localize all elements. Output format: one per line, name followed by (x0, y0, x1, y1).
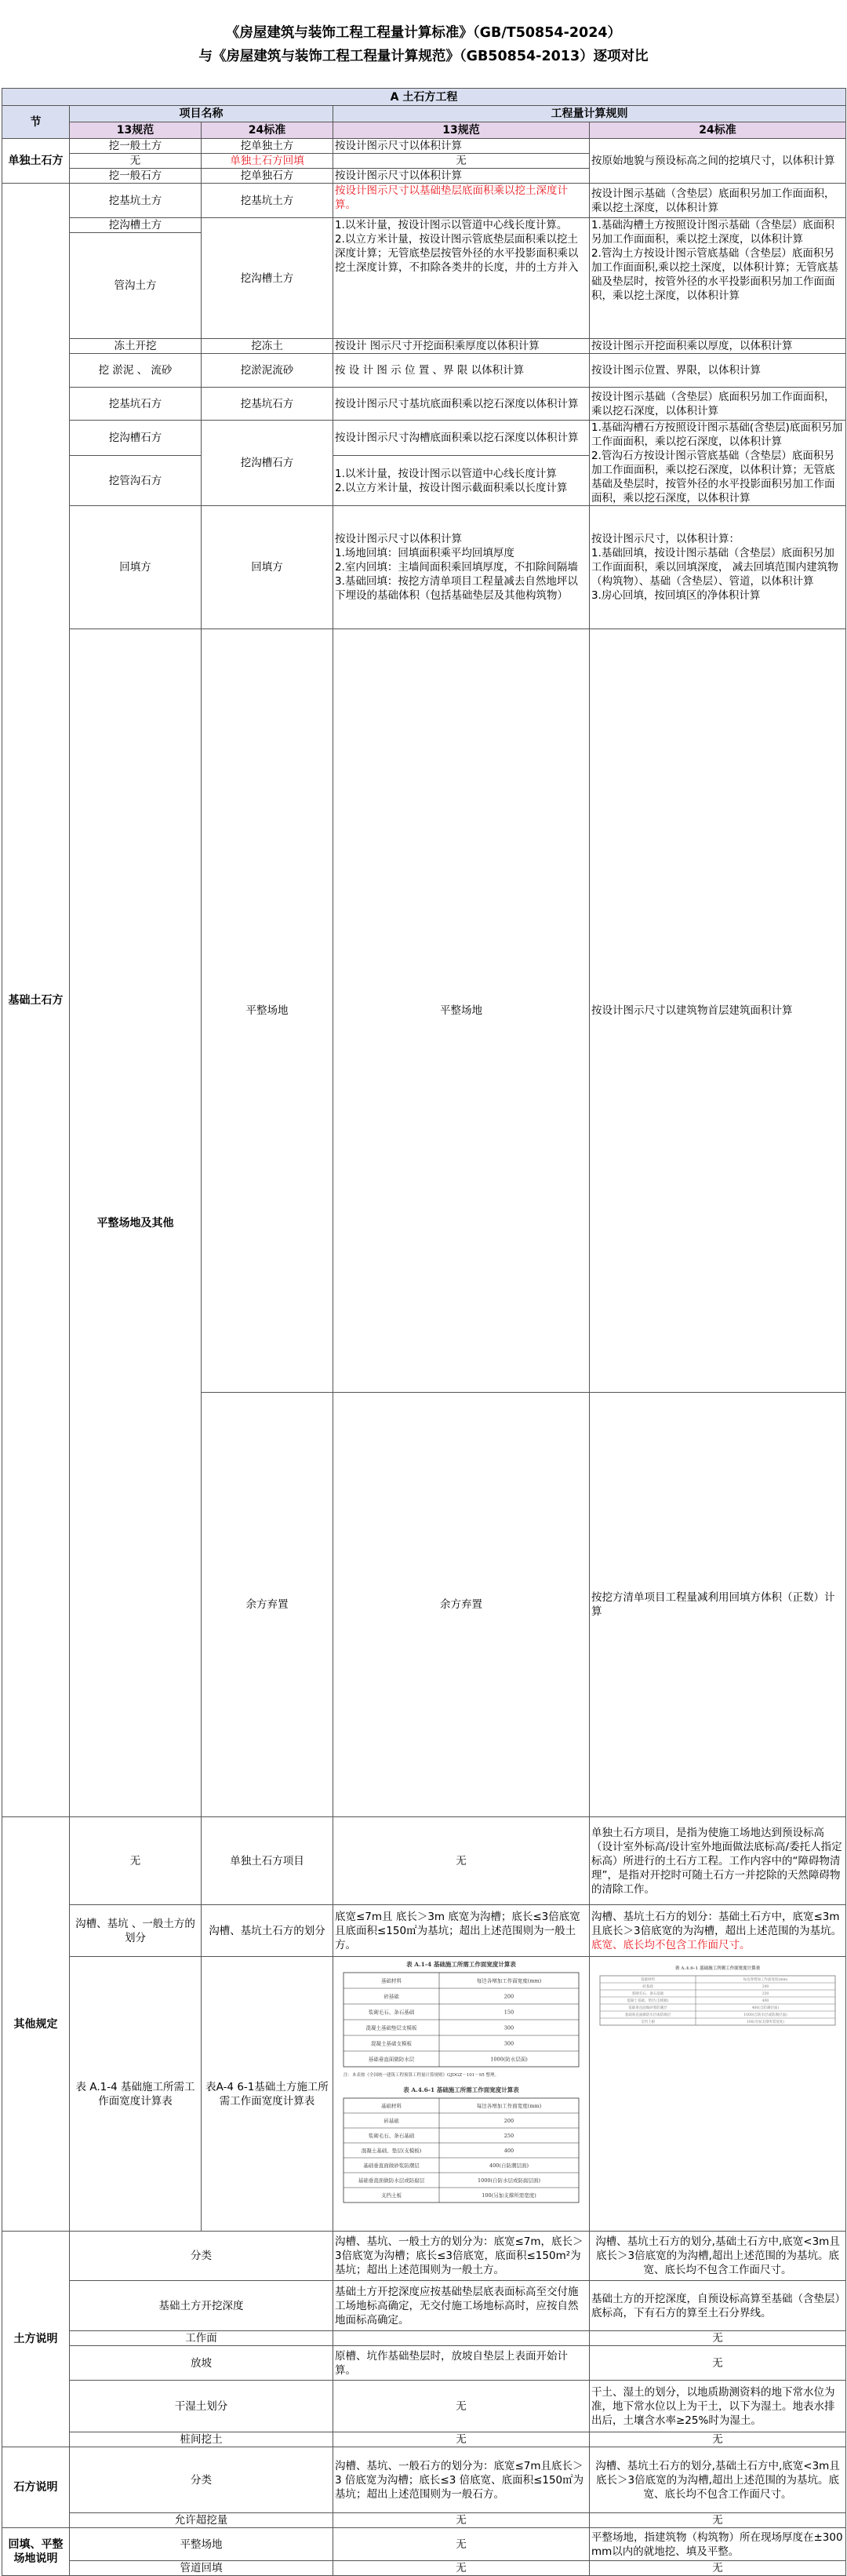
figure-cell: 浆砌毛石、条石基础 (368, 2009, 415, 2016)
item-13: 平整场地 (202, 629, 333, 1393)
figure-cell: 基础垂直面做砂浆防潮层 (363, 2162, 420, 2169)
figure-24-cell (590, 1957, 846, 2232)
item-24: 挖基坑石方 (202, 388, 333, 421)
rule-24: 无 (590, 2346, 846, 2381)
figure-cell: 200 (503, 2117, 514, 2124)
figure-cell: 基础垂直面做防水层或防腐层 (358, 2177, 425, 2184)
item-24: 挖冻土 (202, 339, 333, 354)
figure-cell: 混凝土基础垫层支模板 (365, 2024, 417, 2031)
item-13: 挖管沟石方 (70, 456, 202, 506)
rule-13: 无 (333, 2381, 590, 2432)
rule-13: 基础土方开挖深度应按基础垫层底表面标高至交付施工场地标高确定，无交付施工场地标高时，应按自然地面标高确定。 (333, 2281, 590, 2331)
rule-13: 1.以米计量，按设计图示以管道中心线长度计算 2.以立方米计量，按设计图示截面积乘以长度计算 (333, 456, 590, 506)
header-24: 24标准 (202, 122, 333, 139)
figure-cell: 基础垂直面做防水层或防腐层 (624, 2013, 671, 2017)
comparison-table (2, 88, 846, 2576)
figure-cell: 400(自防潮层面) (751, 2006, 780, 2010)
rule-13: 按设计图示尺寸基坑底面积乘以挖石深度以体积计算 (333, 388, 590, 421)
figure-cell: 300 (503, 2040, 514, 2047)
header-13: 13规范 (70, 122, 202, 139)
figure-cell: 基础垂直面做砂浆防潮层 (628, 2006, 667, 2010)
item-24: 挖沟槽石方 (202, 421, 333, 506)
rule-13: 无 (333, 2528, 590, 2561)
item-name: 桩间挖土 (70, 2432, 333, 2447)
figure-cell: 基础材料 (641, 1977, 655, 1982)
item-24: 挖沟槽土方 (202, 218, 333, 339)
rule-24: 平整场地，指建筑物（构筑物）所在现场厚度在±300mm以内的就地挖、填及平整。 (590, 2528, 846, 2561)
title-line-1: 《房屋建筑与装饰工程工程量计算标准》（GB/T50854-2024） (225, 25, 622, 41)
item-name: 平整场地 (70, 2528, 333, 2561)
rule-24: 无 (590, 2513, 846, 2528)
figure-24-table (594, 1960, 842, 2227)
rule-24: 1.基础沟槽石方按照设计图示基础(含垫层)底面积另加工作面面积，乘以挖石深度，以体积计算 2.管沟石方按设计图示管底基础（含垫层）底面积另加工作面面积，乘以挖石深度，以体积计算；无管底基础及垫层时，按管外径的水平投影面积另加工作面面积，乘以挖石深度，以体积计算 (590, 421, 846, 506)
rule-13: 按设计图示尺寸以体积计算 (333, 169, 590, 184)
rule-24: 干土、湿土的划分，以地质勘测资料的地下常水位为准，地下常水位以上为干土，以下为湿土。地表水排出后，土壤含水率≥25%时为湿土。 (590, 2381, 846, 2432)
item-13: 挖沟槽石方 (70, 421, 202, 456)
figure-cell: 支挡土板 (641, 2020, 655, 2024)
rule-24: 沟槽、基坑土石方的划分,基础土石方中,底宽<3m且底长＞3倍底宽的为沟槽,超出上述范围的为基坑。底宽、底长均不包含工作面尺寸。 (590, 2232, 846, 2281)
rule-13: 按设计图示尺寸以基础垫层底面积乘以挖土深度计算。 (333, 184, 590, 218)
item-24: 沟槽、基坑土石方的划分 (202, 1905, 333, 1957)
figure-cell: 砖基础 (642, 1984, 653, 1989)
figure-cell: 每边各增加工作面宽度(mm) (476, 1977, 542, 1984)
item-24: 平整场地 (333, 629, 590, 1393)
rule-13: 底宽≤7m且 底长＞3m 底宽为沟槽；底长≤3倍底宽且底面积≤150㎡为基坑；超出上述范围则为一般土方。 (333, 1905, 590, 1957)
rule-13: 按挖方清单项目工程量减利用回填方体积（正数）计算 (590, 1393, 846, 1817)
header-13-rule: 13规范 (333, 122, 590, 139)
rule-24-text: 沟槽、基坑土石方的划分：基础土石方中，底宽≤3m且底长＞3倍底宽的为沟槽，超出上述范围的为基坑。 (591, 1910, 842, 1937)
figure-cell: 混凝土基础、垫层(支模板) (361, 2147, 422, 2154)
section-label: 单独土石方 (2, 139, 70, 184)
section-label: 基础土石方 (2, 184, 70, 1817)
rule-24-note: 底宽、底长均不包含工作面尺寸。 (591, 1938, 751, 1951)
rule-24: 无 (590, 2432, 846, 2447)
rule-24: 按设计图示位置、界限，以体积计算 (590, 354, 846, 388)
section-label: 平整场地及其他 (70, 629, 202, 1817)
item-13: 挖基坑石方 (70, 388, 202, 421)
section-label: 土方说明 (2, 2232, 70, 2447)
item-name: 允许超挖量 (70, 2513, 333, 2528)
figure-cell: 混凝土基础、垫层(支模板) (627, 1998, 669, 2003)
figure-cell: 400(自防潮层面) (489, 2162, 529, 2169)
figure-cell: 1000(自防水层或防腐层面) (743, 2013, 787, 2017)
section-label: 石方说明 (2, 2447, 70, 2528)
figure-cell: 100(另加支撑所需宽度) (482, 2192, 536, 2199)
figure-cell: 1000(自防水层或防腐层面) (477, 2177, 541, 2184)
item-13: 挖一般土方 (70, 139, 202, 154)
rule-13: 无 (333, 154, 590, 169)
figure-cell: 150 (503, 2009, 514, 2016)
rule-13: 无 (333, 1817, 590, 1905)
rule-13: 按设计图示尺寸以体积计算 (333, 139, 590, 154)
title-line-2: 与《房屋建筑与装饰工程工程量计算规范》（GB50854-2013）逐项对比 (198, 49, 649, 64)
rule-13: 原槽、坑作基础垫层时，放坡自垫层上表面开始计算。 (333, 2346, 590, 2381)
figure-cell: 250 (503, 2132, 514, 2139)
rule-24 (590, 1905, 846, 1957)
figure-cell: 400 (503, 2147, 514, 2154)
figure-cell: 浆砌毛石、条石基础 (631, 1991, 664, 1996)
rule-24: 按原始地貌与预设标高之间的挖填尺寸，以体积计算 (590, 139, 846, 184)
item-24: 挖单独石方 (202, 169, 333, 184)
rule-24: 无 (590, 2561, 846, 2576)
figure-13-tables (337, 1960, 585, 2227)
rule-24: 按设计图示尺寸，以体积计算： 1.基础回填，按设计图示基础（含垫层）底面积另加工作面面积，乘以回填深度， 减去回填范围内建筑物（构筑物）、基础（含垫层）、管道，以体积计算 3.房心回填，按回填区的净体积计算 (590, 506, 846, 629)
figure-cell: 300 (503, 2024, 514, 2031)
item-13: 无 (70, 1817, 202, 1905)
item-24: 余方弃置 (333, 1393, 590, 1817)
figure-table-note: 注：本表按《全国统一建筑工程预算工程量计算规则》GJDGZ－101－95 整理。 (344, 2073, 499, 2078)
rule-13 (333, 2331, 590, 2346)
figure-cell: 浆砌毛石、条石基础 (368, 2132, 415, 2139)
rule-24: 单独土石方项目，是指为使施工场地达到预设标高（设计室外标高/设计室外地面做法底标高/委托人指定标高）所进行的土石方工程。工作内容中的“障碍物清理”，是指对开挖时可随土石方一并挖除的天然障碍物的清除工作。 (590, 1817, 846, 1905)
figure-cell: 400 (762, 1998, 769, 2003)
rule-13: 按设计图示尺寸以体积计算 1.场地回填：回填面积乘平均回填厚度 2.室内回填：主墙间面积乘回填厚度，不扣除间隔墙 3.基础回填：按挖方清单项目工程量减去自然地坪以下埋设的基础体积（包括基础垫层及其他构筑物） (333, 506, 590, 629)
rule-13: 1.以米计量，按设计图示以管道中心线长度计算。 2.以立方米计量，按设计图示管底垫层面积乘以挖土深度计算；无管底垫层按管外径的水平投影面积乘以挖土深度计算，不扣除各类井的长度，井的土方并入 (333, 218, 590, 339)
item-name: 放坡 (70, 2346, 333, 2381)
figure-13-cell (333, 1957, 590, 2232)
rule-13: 沟槽、基坑、一般土方的划分为：底宽≤7m，底长＞3倍底宽为沟槽；底长≤3倍底宽，底面积≤150m²为基坑；超出上述范围则为一般土方。 (333, 2232, 590, 2281)
rule-13: 无 (333, 2561, 590, 2576)
section-title: A 土石方工程 (2, 89, 846, 106)
figure-cell: 基础垂直面做防水层 (368, 2056, 415, 2063)
figure-table-title: 表 A.1-4 基础施工所需工作面宽度计算表 (406, 1961, 516, 1968)
rule-13: 按设计图示尺寸沟槽底面积乘以挖石深度以体积计算 (333, 421, 590, 456)
item-24: 挖单独土方 (202, 139, 333, 154)
figure-cell: 砖基础 (384, 2117, 399, 2124)
header-item-name: 项目名称 (70, 106, 333, 122)
item-24: 回填方 (202, 506, 333, 629)
item-13: 表 A.1-4 基础施工所需工作面宽度计算表 (70, 1957, 202, 2232)
header-rules: 工程量计算规则 (333, 106, 846, 122)
figure-cell: 100(另加支撑所需宽度) (746, 2020, 785, 2024)
item-13: 余方弃置 (202, 1393, 333, 1817)
rule-24: 按设计图示开挖面积乘以厚度，以体积计算 (590, 339, 846, 354)
item-name: 分类 (70, 2232, 333, 2281)
rule-24: 1.基础沟槽土方按照设计图示基础（含垫层）底面积另加工作面面积，乘以挖土深度，以体积计算 2.管沟土方按设计图示管底基础（含垫层）底面积另加工作面面积,乘以挖土深度，以体积计算；无管底基础及垫层时，按管外径的水平投影面积另加工作面面积，乘以挖土深度，以体积计算 (590, 218, 846, 339)
item-name: 分类 (70, 2447, 333, 2513)
figure-cell: 混凝土基础支模板 (371, 2040, 412, 2047)
header-24-rule: 24标准 (590, 122, 846, 139)
rule-13: 沟槽、基坑、一般石方的划分为：底宽≤7m且底长＞3 倍底宽为沟槽；底长≤3 倍底宽、底面积≤150㎡为基坑；超出上述范围则为一般石方。 (333, 2447, 590, 2513)
item-13: 无 (70, 154, 202, 169)
item-13: 挖 淤泥 、 流砂 (70, 354, 202, 388)
rule-13: 无 (333, 2513, 590, 2528)
item-name: 基础土方开挖深度 (70, 2281, 333, 2331)
item-13: 挖一般石方 (70, 169, 202, 184)
figure-cell: 基础材料 (381, 1977, 402, 1984)
figure-cell: 200 (503, 1993, 514, 2000)
figure-table-title: 表 A.4.6-1 基础施工所需工作面宽度计算表 (674, 1966, 761, 1971)
figure-cell: 每边各增加工作面宽度(mm) (743, 1977, 788, 1982)
figure-cell: 200 (762, 1984, 769, 1989)
item-13: 挖基坑土方 (70, 184, 202, 218)
item-24: 单独土石方回填 (202, 154, 333, 169)
figure-cell: 每边各增加工作面宽度(mm) (476, 2102, 542, 2109)
item-24: 挖淤泥流砂 (202, 354, 333, 388)
section-label: 其他规定 (2, 1817, 70, 2232)
rule-24: 基础土方的开挖深度，自预设标高算至基础（含垫层）底标高，下有石方的算至土石分界线。 (590, 2281, 846, 2331)
item-13: 冻土开挖 (70, 339, 202, 354)
rule-24: 按设计图示基础（含垫层）底面积另加工作面面积，乘以挖石深度，以体积计算 (590, 388, 846, 421)
figure-table-title: 表 A.4.6-1 基础施工所需工作面宽度计算表 (403, 2086, 519, 2093)
item-13: 挖沟槽土方 (70, 218, 202, 233)
figure-cell: 1000(防水层面) (490, 2056, 528, 2063)
figure-cell: 支挡土板 (381, 2192, 402, 2199)
figure-cell: 250 (762, 1991, 769, 1996)
rule-13: 按 设 计 图 示 位 置 、界 限 以体积计算 (333, 354, 590, 388)
figure-cell: 砖基础 (384, 1993, 399, 2000)
item-24: 表A-4 6-1基础土方施工所需工作面宽度计算表 (202, 1957, 333, 2232)
item-name: 工作面 (70, 2331, 333, 2346)
rule-13: 无 (333, 2432, 590, 2447)
item-24: 单独土石方项目 (202, 1817, 333, 1905)
rule-13: 按设计 图示尺寸开挖面积乘厚度以体积计算 (333, 339, 590, 354)
rule-13: 按设计图示尺寸以建筑物首层建筑面积计算 (590, 629, 846, 1393)
rule-24: 无 (590, 2331, 846, 2346)
figure-cell: 基础材料 (381, 2102, 402, 2109)
item-24: 挖基坑土方 (202, 184, 333, 218)
item-13: 管沟土方 (70, 233, 202, 339)
item-name: 干湿土划分 (70, 2381, 333, 2432)
header-section: 节 (2, 106, 70, 139)
item-name: 管道回填 (70, 2561, 333, 2576)
rule-24: 沟槽、基坑土石方的划分,基础土石方中,底宽<3m且底长＞3倍底宽的为沟槽,超出上述范围的为基坑。底宽、底长均不包含工作面尺寸。 (590, 2447, 846, 2513)
rule-24: 按设计图示基础（含垫层）底面积另加工作面面积，乘以挖土深度，以体积计算 (590, 184, 846, 218)
item-13: 沟槽、基坑 、一般土方的划分 (70, 1905, 202, 1957)
section-label: 回填、平整场地说明 (2, 2528, 70, 2576)
item-13: 回填方 (70, 506, 202, 629)
